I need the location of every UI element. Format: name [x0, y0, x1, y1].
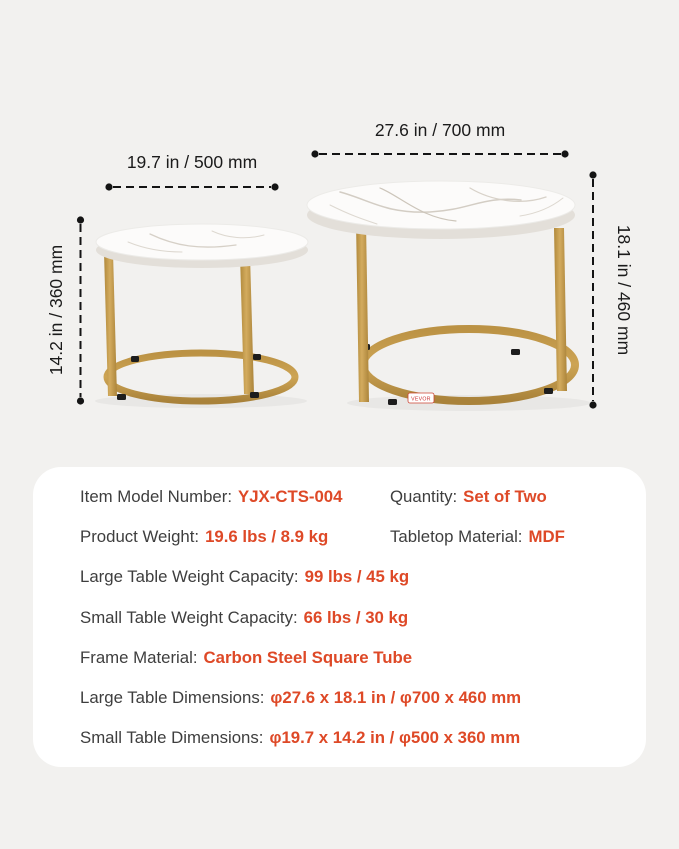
spec-row-small-dimensions — [80, 718, 646, 758]
spec-value: 99 lbs / 45 kg — [304, 567, 410, 587]
spec-value: 19.6 lbs / 8.9 kg — [205, 527, 329, 547]
spec-row-model-quantity — [80, 477, 646, 517]
large-table — [307, 181, 575, 405]
brand-tag — [408, 393, 434, 403]
spec-row-small-capacity — [80, 598, 646, 638]
spec-row-large-capacity — [80, 557, 646, 597]
spec-label: Small Table Dimensions: — [80, 728, 264, 748]
large-table-foot — [511, 349, 520, 355]
large-table-leg — [554, 228, 567, 391]
spec-value: YJX-CTS-004 — [238, 487, 343, 507]
small-width-annotation — [105, 152, 278, 191]
spec-label: Product Weight: — [80, 527, 200, 547]
spec-item-small-capacity — [80, 608, 408, 628]
large-height-annotation — [589, 171, 634, 408]
small-height-label: 14.2 in / 360 mm — [46, 244, 66, 376]
spec-item-large-dimensions — [80, 688, 521, 708]
spec-label: Small Table Weight Capacity: — [80, 607, 298, 627]
spec-value: MDF — [528, 527, 565, 547]
spec-item-small-dimensions — [80, 728, 520, 748]
large-width-annotation — [311, 120, 568, 158]
spec-item-frame-material — [80, 648, 412, 668]
small-width-label: 19.7 in / 500 mm — [126, 152, 258, 172]
small-table-foot — [131, 356, 139, 362]
spec-row-frame-material — [80, 638, 646, 678]
spec-value: 66 lbs / 30 kg — [303, 607, 409, 627]
brand-tag-label: VEVOR — [411, 396, 431, 403]
spec-item-large-capacity — [80, 567, 409, 587]
large-width-label: 27.6 in / 700 mm — [374, 120, 506, 140]
spec-label: Item Model Number: — [80, 487, 233, 507]
spec-item-model-number — [80, 487, 390, 507]
spec-label: Tabletop Material: — [390, 527, 523, 547]
large-table-foot — [544, 388, 553, 394]
spec-label: Quantity: — [390, 487, 458, 507]
spec-value: φ19.7 x 14.2 in / φ500 x 360 mm — [269, 728, 521, 748]
spec-item-quantity — [390, 487, 547, 507]
spec-panel — [33, 467, 646, 767]
large-table-leg — [356, 222, 369, 402]
small-table-foot — [253, 354, 261, 360]
large-table-base-ring — [363, 329, 575, 401]
small-table — [96, 224, 308, 401]
spec-label: Frame Material: — [80, 647, 198, 667]
large-tabletop — [307, 181, 575, 229]
small-table-leg — [240, 255, 254, 394]
large-height-label: 18.1 in / 460 mm — [614, 224, 634, 356]
spec-row-weight-material — [80, 517, 646, 557]
spec-item-tabletop-material — [390, 527, 565, 547]
large-table-foot — [388, 399, 397, 405]
spec-item-product-weight — [80, 527, 390, 547]
spec-value: Carbon Steel Square Tube — [203, 647, 413, 667]
spec-row-large-dimensions — [80, 678, 646, 718]
small-height-annotation — [46, 216, 84, 404]
small-table-foot — [117, 394, 126, 400]
spec-value: Set of Two — [463, 487, 547, 507]
spec-label: Large Table Dimensions: — [80, 688, 265, 708]
spec-label: Large Table Weight Capacity: — [80, 567, 299, 587]
small-table-foot — [250, 392, 259, 398]
spec-value: φ27.6 x 18.1 in / φ700 x 460 mm — [270, 688, 522, 708]
